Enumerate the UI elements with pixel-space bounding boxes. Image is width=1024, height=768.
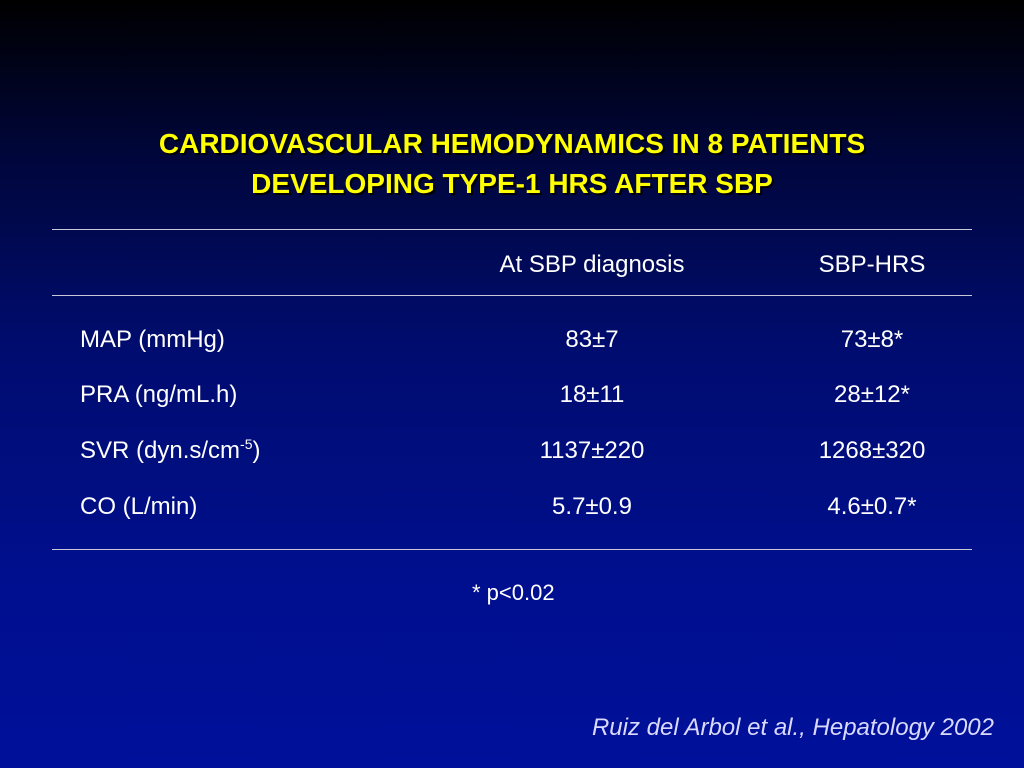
- cell-map-at-sbp: 83±7: [565, 326, 619, 353]
- cell-map-sbp-hrs: 73±8*: [840, 326, 904, 353]
- table-header-rule: [52, 295, 972, 296]
- row-label-map: MAP (mmHg): [80, 326, 225, 353]
- title-line-1: CARDIOVASCULAR HEMODYNAMICS IN 8 PATIENTS: [158, 128, 866, 159]
- citation: Ruiz del Arbol et al., Hepatology 2002: [591, 714, 994, 741]
- slide-title: [0, 124, 1024, 204]
- table-top-rule: [52, 229, 972, 230]
- cell-pra-at-sbp: 18±11: [559, 381, 625, 408]
- significance-footnote: * p<0.02: [472, 580, 555, 605]
- cell-co-sbp-hrs: 4.6±0.7*: [827, 493, 917, 520]
- cell-svr-at-sbp: 1137±220: [539, 437, 645, 464]
- cell-pra-sbp-hrs: 28±12*: [834, 381, 910, 408]
- row-label-co: CO (L/min): [80, 493, 198, 520]
- row-label-svr: SVR $(dyn.s/cm^{-5})$: [80, 436, 261, 464]
- table-bottom-rule: [52, 549, 972, 550]
- column-header-at-sbp-diagnosis: At SBP diagnosis: [499, 251, 685, 278]
- title-line-2: DEVELOPING TYPE-1 HRS AFTER SBP: [251, 168, 773, 199]
- cell-svr-sbp-hrs: 1268±320: [818, 437, 926, 464]
- column-header-sbp-hrs: SBP-HRS: [818, 251, 926, 278]
- cell-co-at-sbp: 5.7±0.9: [552, 493, 632, 520]
- row-label-pra: PRA (ng/mL.h): [80, 381, 238, 408]
